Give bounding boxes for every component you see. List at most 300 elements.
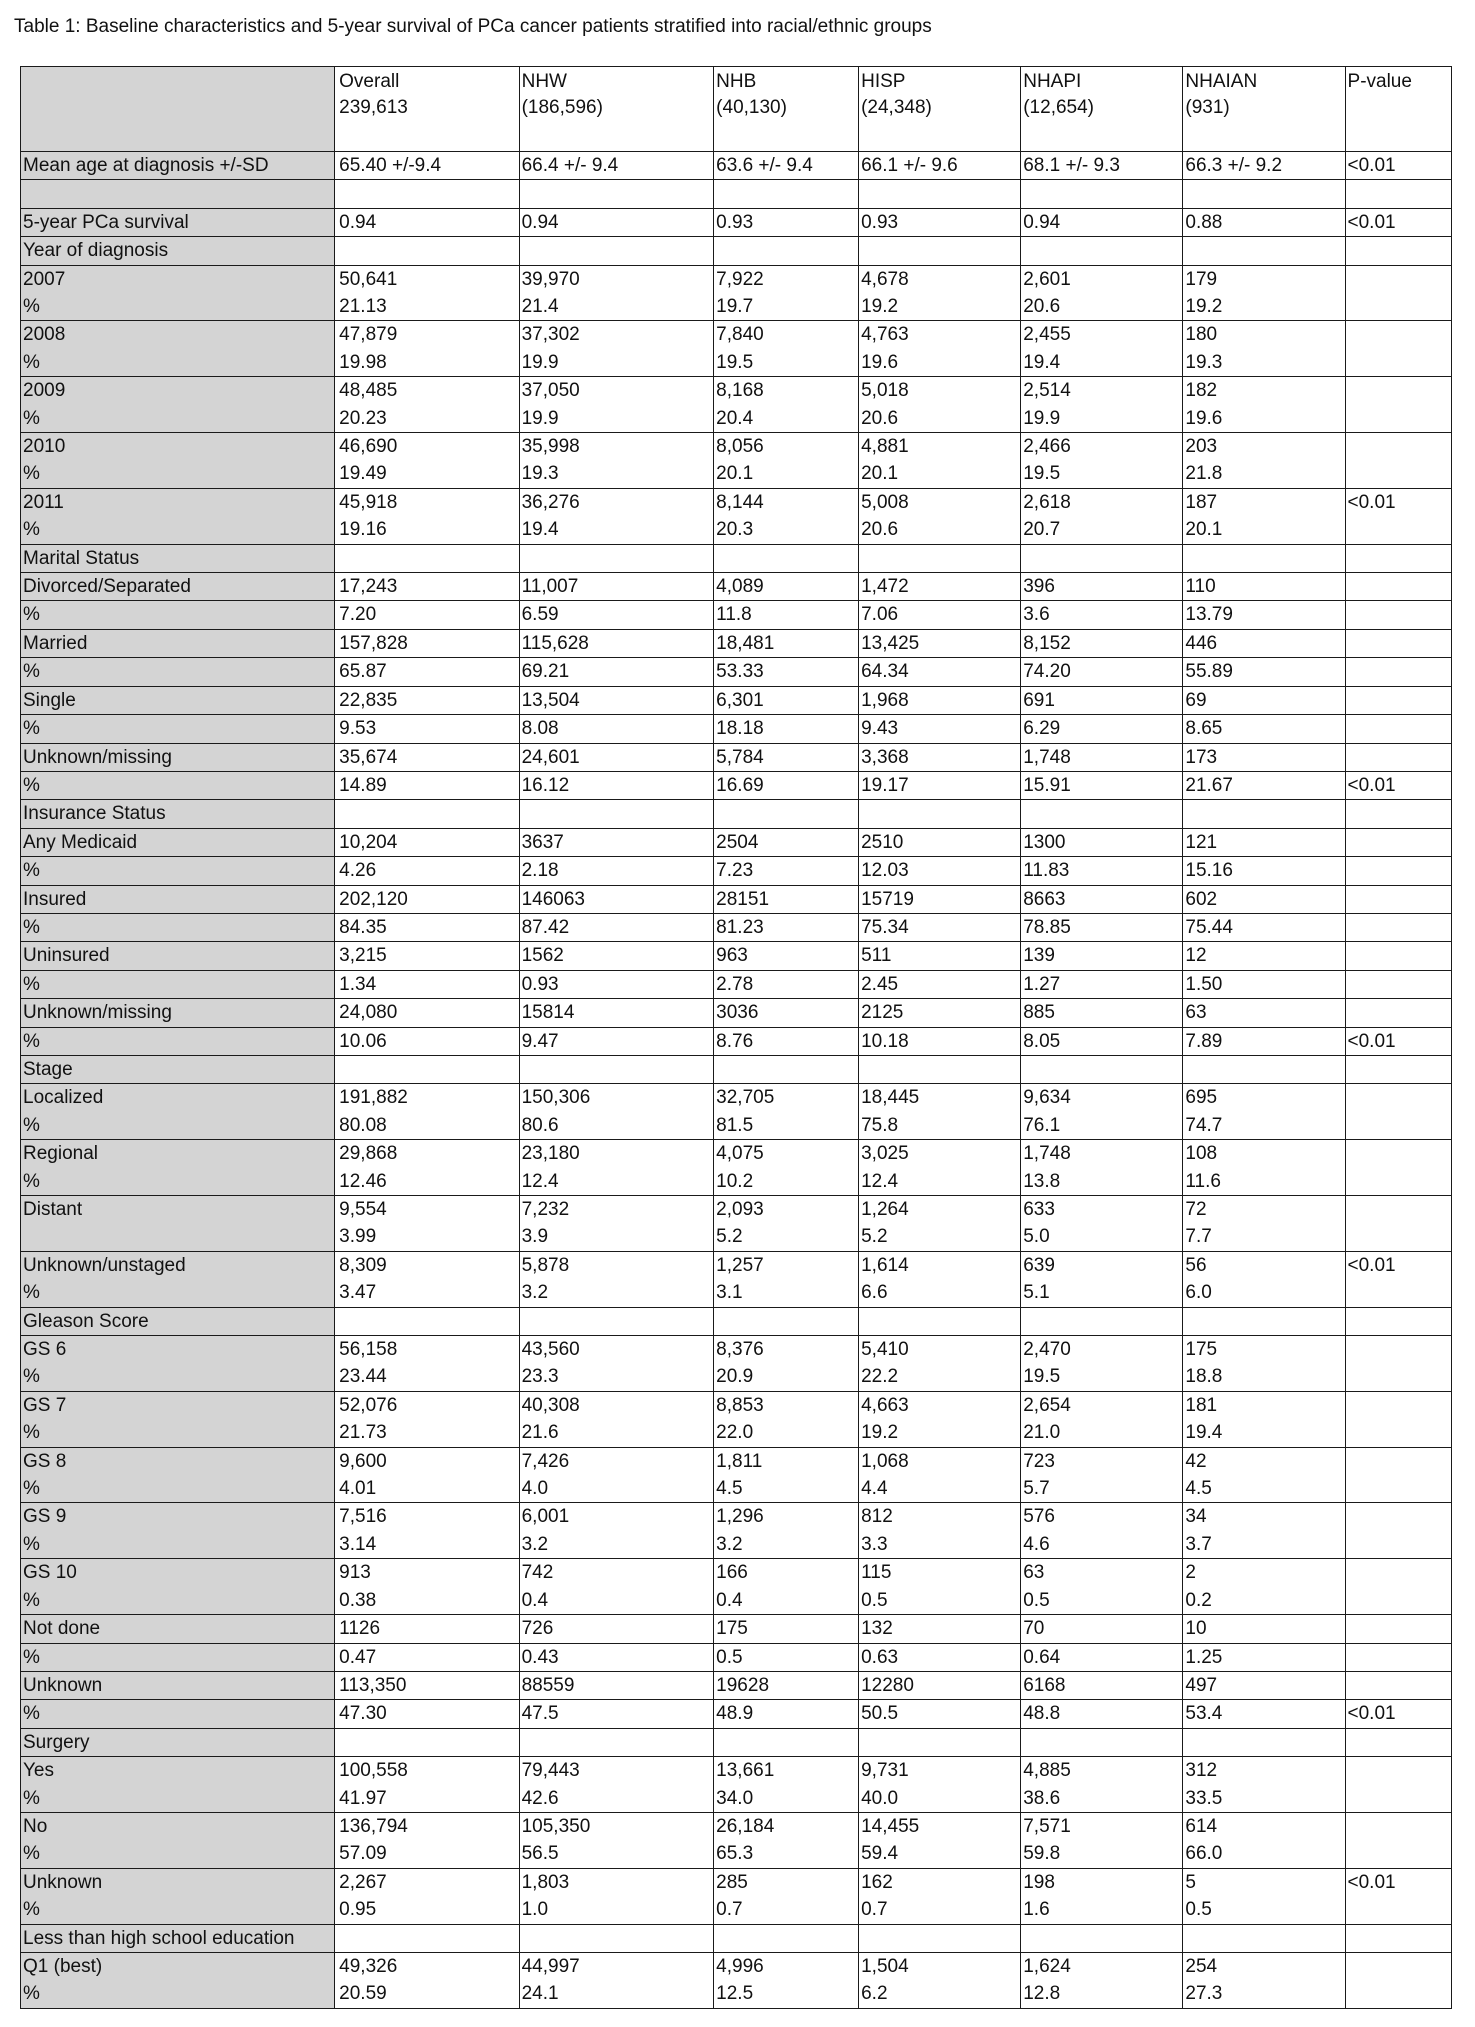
cell-line: 0.43 [521,1646,559,1668]
cell-p-value [1345,321,1451,377]
cell-nhaian [1183,1055,1345,1083]
cell-nhaian [1183,1728,1345,1756]
cell-line [1348,914,1449,941]
cell-line: <0.01 [1347,774,1396,796]
table-row [21,800,1452,828]
cell-line: 15814 [521,1002,575,1024]
cell-line: GS 6 [23,1339,67,1361]
cell-line: Married [23,632,88,654]
cell-nhb [714,1952,859,2008]
cell-line [1348,1615,1449,1642]
cell-line: 12.4 [861,1170,899,1192]
cell-overall [335,1307,519,1335]
cell-line: 74.20 [1023,661,1071,683]
cell-line: 79,443 [521,1760,580,1782]
cell-nhb [714,1336,859,1392]
cell-line: 70 [1023,1618,1045,1640]
cell-nhb [714,544,859,572]
cell-nhb [714,265,859,321]
cell-line [339,1729,516,1756]
cell-line: % [23,1114,40,1136]
cell-line: 12.46 [339,1170,387,1192]
cell-nhaian [1183,1027,1345,1055]
cell-line: 20.4 [716,407,754,429]
cell-nhaian [1183,913,1345,941]
cell-line: 12 [1185,945,1207,967]
header-cell-overall [335,67,519,152]
table-row [21,1615,1452,1643]
cell-line: 3,215 [339,945,387,967]
cell-line: 10.2 [716,1170,754,1192]
cell-line [1348,601,1449,628]
cell-line: 22.2 [861,1366,899,1388]
cell-line [1023,1056,1180,1083]
cell-line [861,1308,1018,1335]
cell-line [1348,1363,1449,1390]
cell-p-value [1345,715,1451,743]
cell-nhw [519,658,714,686]
cell-line: % [23,1787,40,1809]
cell-nhw [519,942,714,970]
cell-line: 0.7 [861,1899,888,1921]
cell-line: 105,350 [521,1815,591,1837]
cell-line: 19.7 [716,296,754,318]
cell-line: 5.2 [861,1226,888,1248]
cell-line: 12280 [861,1674,914,1696]
cell-line: 69 [1185,689,1207,711]
cell-line: 5,008 [861,491,909,513]
cell-nhaian [1183,999,1345,1027]
cell-line: Distant [23,1199,83,1221]
cell-overall [335,686,519,714]
cell-nhb [714,1643,859,1671]
cell-line: 78.85 [1023,916,1071,938]
cell-line: Insured [23,888,87,910]
cell-line: 0.4 [716,1589,743,1611]
cell-line: 2011 [23,491,64,513]
cell-line: 0.95 [339,1899,377,1921]
cell-line: 19.4 [1023,351,1061,373]
cell-line: 20.6 [861,519,899,541]
cell-overall [335,1700,519,1728]
cell-nhw [519,1559,714,1615]
cell-line: 18.8 [1185,1366,1223,1388]
cell-p-value [1345,208,1451,236]
cell-line [1348,1503,1449,1530]
cell-nhw [519,1027,714,1055]
cell-row-label [21,999,335,1027]
table-row [21,1140,1452,1196]
cell-line [522,800,712,827]
cell-line: 68.1 +/- 9.3 [1023,155,1120,176]
cell-nhw [519,1084,714,1140]
cell-line: 9,600 [339,1450,387,1472]
cell-nhapi [1021,1391,1183,1447]
cell-nhapi [1021,1140,1183,1196]
cell-p-value [1345,180,1451,208]
cell-nhb [714,321,859,377]
cell-line: 21.6 [521,1422,559,1444]
cell-line: Unknown/missing [23,746,172,768]
cell-line [1348,545,1449,572]
cell-line [1348,1223,1449,1250]
cell-overall [335,1055,519,1083]
cell-line [522,1729,712,1756]
cell-line: 8,144 [716,491,764,513]
cell-nhapi [1021,1196,1183,1252]
cell-hisp [859,913,1021,941]
cell-hisp [859,1757,1021,1813]
cell-line: 3.2 [521,1282,549,1304]
cell-line: 6.6 [861,1282,888,1304]
cell-nhb [714,942,859,970]
table-row [21,488,1452,544]
cell-nhb [714,1084,859,1140]
cell-nhaian [1183,1307,1345,1335]
cell-overall [335,715,519,743]
cell-nhb [714,999,859,1027]
cell-line: 19.4 [1185,1422,1223,1444]
cell-line: % [23,1646,40,1668]
cell-line: 1,504 [861,1955,909,1977]
cell-line [1185,800,1342,827]
cell-overall [335,1027,519,1055]
cell-line [1348,433,1449,460]
cell-line: 14,455 [861,1815,920,1837]
cell-line: 66.4 +/- 9.4 [521,155,619,176]
cell-overall [335,942,519,970]
cell-overall [335,1084,519,1140]
cell-line [1185,1925,1342,1952]
cell-nhapi [1021,1503,1183,1559]
cell-nhapi [1021,658,1183,686]
cell-line: 87.42 [521,916,570,938]
cell-line: 8,152 [1023,632,1071,654]
cell-line: 7,232 [521,1199,570,1221]
table-caption: Table 1: Baseline characteristics and 5-year survival of PCa cancer patients stratified into racial/ethnic groups [14,16,932,37]
cell-nhb [714,658,859,686]
cell-line: 511 [861,945,892,967]
cell-nhapi [1021,1307,1183,1335]
cell-nhw [519,433,714,489]
cell-line: 35,998 [521,436,580,458]
cell-line: 11,007 [521,576,579,598]
cell-nhapi [1021,1055,1183,1083]
cell-line: 4,885 [1023,1760,1071,1782]
cell-row-label [21,1196,335,1252]
cell-line: Divorced/Separated [23,576,191,598]
cell-line: 0.93 [521,973,559,995]
cell-line: 19.2 [861,1422,899,1444]
cell-line [339,545,516,572]
cell-line: 18,445 [861,1087,920,1109]
cell-line: 15.91 [1023,774,1071,796]
cell-overall [335,1503,519,1559]
cell-line: 10.06 [339,1030,387,1052]
cell-nhapi [1021,629,1183,657]
cell-p-value [1345,1336,1451,1392]
cell-line: 2.78 [716,973,754,995]
cell-overall [335,857,519,885]
cell-nhb [714,800,859,828]
cell-nhapi [1021,857,1183,885]
cell-hisp [859,1196,1021,1252]
cell-hisp [859,1027,1021,1055]
cell-line: 56,158 [339,1339,398,1361]
cell-line: 180 [1185,324,1218,346]
cell-line: 20.7 [1023,519,1061,541]
cell-nhb [714,1251,859,1307]
cell-line [1348,1392,1449,1419]
cell-line [1348,1084,1449,1111]
cell-line: 4.01 [339,1478,377,1500]
cell-line [1348,744,1449,771]
cell-line: 4,881 [861,436,909,458]
cell-row-label [21,1700,335,1728]
cell-line: 173 [1185,746,1218,768]
cell-hisp [859,857,1021,885]
cell-row-label [21,715,335,743]
cell-nhw [519,885,714,913]
cell-line: 69.21 [521,661,570,683]
cell-nhb [714,1140,859,1196]
cell-line: 59.4 [861,1843,899,1865]
cell-line [1348,1112,1449,1139]
cell-line: 6.0 [1185,1282,1212,1304]
cell-line: 72 [1185,1199,1207,1221]
cell-line: 0.88 [1185,211,1223,233]
cell-hisp [859,601,1021,629]
cell-row-label [21,488,335,544]
data-table [20,66,1452,2009]
cell-line: 2125 [861,1002,904,1024]
cell-nhw [519,999,714,1027]
cell-nhaian [1183,1643,1345,1671]
cell-line: % [23,1703,40,1725]
cell-hisp [859,180,1021,208]
cell-line [716,180,856,207]
cell-line [716,1925,856,1952]
cell-row-label [21,686,335,714]
cell-line [1023,1729,1180,1756]
cell-line: 14.89 [339,774,387,796]
cell-nhaian [1183,265,1345,321]
cell-line [1348,1785,1449,1812]
cell-line [1348,715,1449,742]
cell-nhaian [1183,1615,1345,1643]
cell-nhb [714,1728,859,1756]
cell-line: 285 [716,1871,748,1893]
cell-line [339,800,516,827]
cell-line: 4.26 [339,860,377,882]
cell-line: 15719 [861,888,914,910]
cell-line: 80.6 [521,1114,559,1136]
cell-hisp [859,828,1021,856]
table-row [21,1084,1452,1140]
cell-nhapi [1021,828,1183,856]
cell-line: 1.6 [1023,1899,1050,1921]
cell-nhb [714,488,859,544]
cell-line: 963 [716,945,748,967]
cell-nhb [714,857,859,885]
cell-hisp [859,1251,1021,1307]
table-row [21,601,1452,629]
cell-nhapi [1021,1812,1183,1868]
cell-line: Localized [23,1087,104,1109]
cell-line: 0.94 [1023,211,1061,233]
cell-line: 3.1 [716,1282,743,1304]
cell-overall [335,828,519,856]
cell-line: 19.9 [521,351,559,373]
cell-line: Q1 (best) [23,1955,103,1977]
cell-line: 59.8 [1023,1843,1061,1865]
cell-nhapi [1021,601,1183,629]
table-row [21,1757,1452,1813]
table-row [21,970,1452,998]
cell-line: 0.5 [1023,1589,1050,1611]
cell-nhapi [1021,180,1183,208]
cell-p-value [1345,686,1451,714]
cell-line [1348,1813,1449,1840]
cell-line: 639 [1023,1254,1055,1276]
table-row [21,715,1452,743]
cell-line: <0.01 [1347,1871,1396,1893]
header-cell-row-label [21,67,335,152]
cell-p-value [1345,1503,1451,1559]
cell-hisp [859,1924,1021,1952]
cell-line: 3.3 [861,1533,888,1555]
cell-line: 18.18 [716,718,764,740]
cell-row-label [21,544,335,572]
cell-row-label [21,152,335,180]
cell-row-label [21,1728,335,1756]
cell-overall [335,1336,519,1392]
cell-line [1348,1168,1449,1195]
cell-nhapi [1021,999,1183,1027]
cell-line [861,1729,1018,1756]
cell-line [23,1223,332,1250]
cell-line: 2007 [23,268,66,290]
cell-line: 21.13 [339,296,387,318]
cell-p-value [1345,771,1451,799]
cell-overall [335,265,519,321]
cell-line: 19.2 [1185,296,1223,318]
cell-line [716,1056,856,1083]
cell-line: 110 [1185,576,1216,598]
cell-line: 3.6 [1023,604,1050,626]
cell-p-value [1345,488,1451,544]
cell-nhapi [1021,1728,1183,1756]
cell-overall [335,1757,519,1813]
cell-line: 21.67 [1185,774,1233,796]
cell-line: 100,558 [339,1760,408,1782]
cell-line: 9.53 [339,718,377,740]
cell-line: 4.5 [1185,1478,1212,1500]
cell-row-label [21,1952,335,2008]
cell-hisp [859,1140,1021,1196]
cell-nhapi [1021,1671,1183,1699]
cell-line: 139 [1023,945,1055,967]
cell-overall [335,1559,519,1615]
cell-line: 48,485 [339,380,398,402]
cell-row-label [21,970,335,998]
cell-line: 9.47 [521,1030,559,1052]
cell-p-value [1345,913,1451,941]
cell-nhaian [1183,771,1345,799]
cell-line: 42.6 [521,1787,559,1809]
cell-line: 146063 [521,888,585,910]
table-row [21,1812,1452,1868]
cell-nhapi [1021,913,1183,941]
cell-line: 52,076 [339,1394,398,1416]
cell-nhapi [1021,208,1183,236]
cell-line: 0.5 [861,1589,888,1611]
cell-line [1023,545,1180,572]
cell-line: 2,455 [1023,324,1071,346]
cell-line: 5,878 [521,1254,570,1276]
cell-line: 7.23 [716,860,754,882]
cell-hisp [859,208,1021,236]
cell-hisp [859,715,1021,743]
cell-hisp [859,1447,1021,1503]
cell-line: 74.7 [1185,1114,1223,1136]
cell-hisp [859,1868,1021,1924]
cell-line: % [23,774,40,796]
cell-line: 0.5 [716,1646,743,1668]
cell-nhapi [1021,152,1183,180]
cell-line: 48.8 [1023,1703,1061,1725]
header-line: NHB [716,71,757,92]
cell-nhw [519,544,714,572]
cell-line: 254 [1185,1955,1218,1977]
cell-nhaian [1183,1757,1345,1813]
cell-row-label [21,885,335,913]
cell-line [1023,800,1180,827]
cell-line: 56.5 [521,1843,559,1865]
cell-nhw [519,1447,714,1503]
cell-row-label [21,658,335,686]
cell-line: 24,080 [339,1002,398,1024]
cell-line: 64.34 [861,661,909,683]
cell-line: 1300 [1023,831,1066,853]
cell-line: 2010 [23,436,66,458]
cell-line: 11.6 [1185,1170,1221,1192]
cell-row-label [21,629,335,657]
cell-hisp [859,433,1021,489]
cell-line: 12.4 [521,1170,559,1192]
cell-nhaian [1183,321,1345,377]
cell-hisp [859,1700,1021,1728]
cell-line [1348,658,1449,685]
cell-nhw [519,1700,714,1728]
cell-line: 16.12 [521,774,570,796]
cell-hisp [859,743,1021,771]
cell-line [1348,573,1449,600]
cell-line: 55.89 [1185,661,1233,683]
cell-line [1185,1308,1342,1335]
cell-line: 2510 [861,831,904,853]
cell-nhw [519,857,714,885]
cell-line: 20.3 [716,519,754,541]
cell-line: 88559 [521,1674,575,1696]
cell-line: 0.93 [716,211,754,233]
cell-nhaian [1183,1671,1345,1699]
cell-line [861,1056,1018,1083]
cell-line: 2,466 [1023,436,1071,458]
cell-row-label [21,942,335,970]
table-row [21,237,1452,265]
cell-nhaian [1183,1336,1345,1392]
